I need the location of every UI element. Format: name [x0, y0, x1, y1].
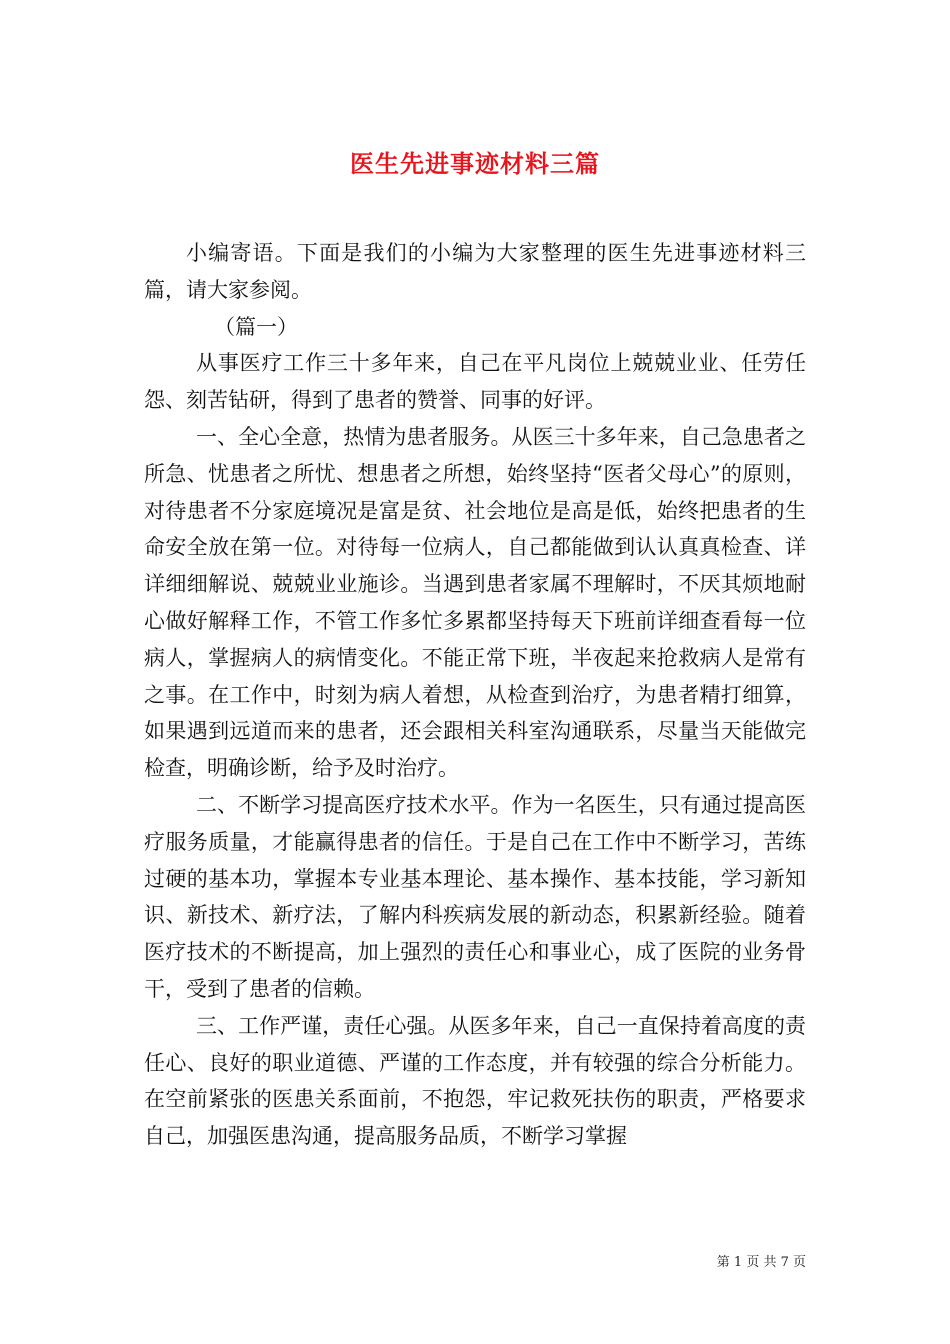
- page-number: 第 1 页 共 7 页: [716, 1255, 806, 1270]
- body-paragraph: 一、全心全意，热情为患者服务。从医三十多年来，自己急患者之所急、忧患者之所忧、想患者之所想，始终坚持“医者父母心”的原则，对待患者不分家庭境况是富是贫、社会地位是高是低，始终把患者的生命安全放在第一位。对待每一位病人，自己都能做到认认真真检查、详详细细解说、兢兢业业施诊。当遇到患者家属不理解时，不厌其烦地耐心做好解释工作，不管工作多忙多累都坚持每天下班前详细查看每一位病人，掌握病人的病情变化。不能正常下班，半夜起来抢救病人是常有之事。在工作中，时刻为病人着想，从检查到治疗，为患者精打细算，如果遇到远道而来的患者，还会跟相关科室沟通联系，尽量当天能做完检查，明确诊断，给予及时治疗。: [144, 424, 806, 781]
- body-paragraph: 从事医疗工作三十多年来，自己在平凡岗位上兢兢业业、任劳任怨、刻苦钻研，得到了患者的赞誉、同事的好评。: [144, 351, 806, 413]
- document-body: [144, 235, 806, 1155]
- body-paragraph: 三、工作严谨，责任心强。从医多年来，自己一直保持着高度的责任心、良好的职业道德、严谨的工作态度，并有较强的综合分析能力。在空前紧张的医患关系面前，不抱怨，牢记救死扶伤的职责，严格要求自己，加强医患沟通，提高服务品质，不断学习掌握: [144, 1013, 806, 1149]
- section-label: （篇一）: [214, 314, 298, 339]
- intro-paragraph: 小编寄语。下面是我们的小编为大家整理的医生先进事迹材料三篇，请大家参阅。: [144, 241, 806, 302]
- body-paragraph: 二、不断学习提高医疗技术水平。作为一名医生，只有通过提高医疗服务质量，才能赢得患者的信任。于是自己在工作中不断学习，苦练过硬的基本功，掌握本专业基本理论、基本操作、基本技能，学习新知识、新技术、新疗法，了解内科疾病发展的新动态，积累新经验。随着医疗技术的不断提高，加上强烈的责任心和事业心，成了医院的业务骨干，受到了患者的信赖。: [144, 792, 806, 1001]
- document-title: 医生先进事迹材料三篇: [350, 149, 600, 179]
